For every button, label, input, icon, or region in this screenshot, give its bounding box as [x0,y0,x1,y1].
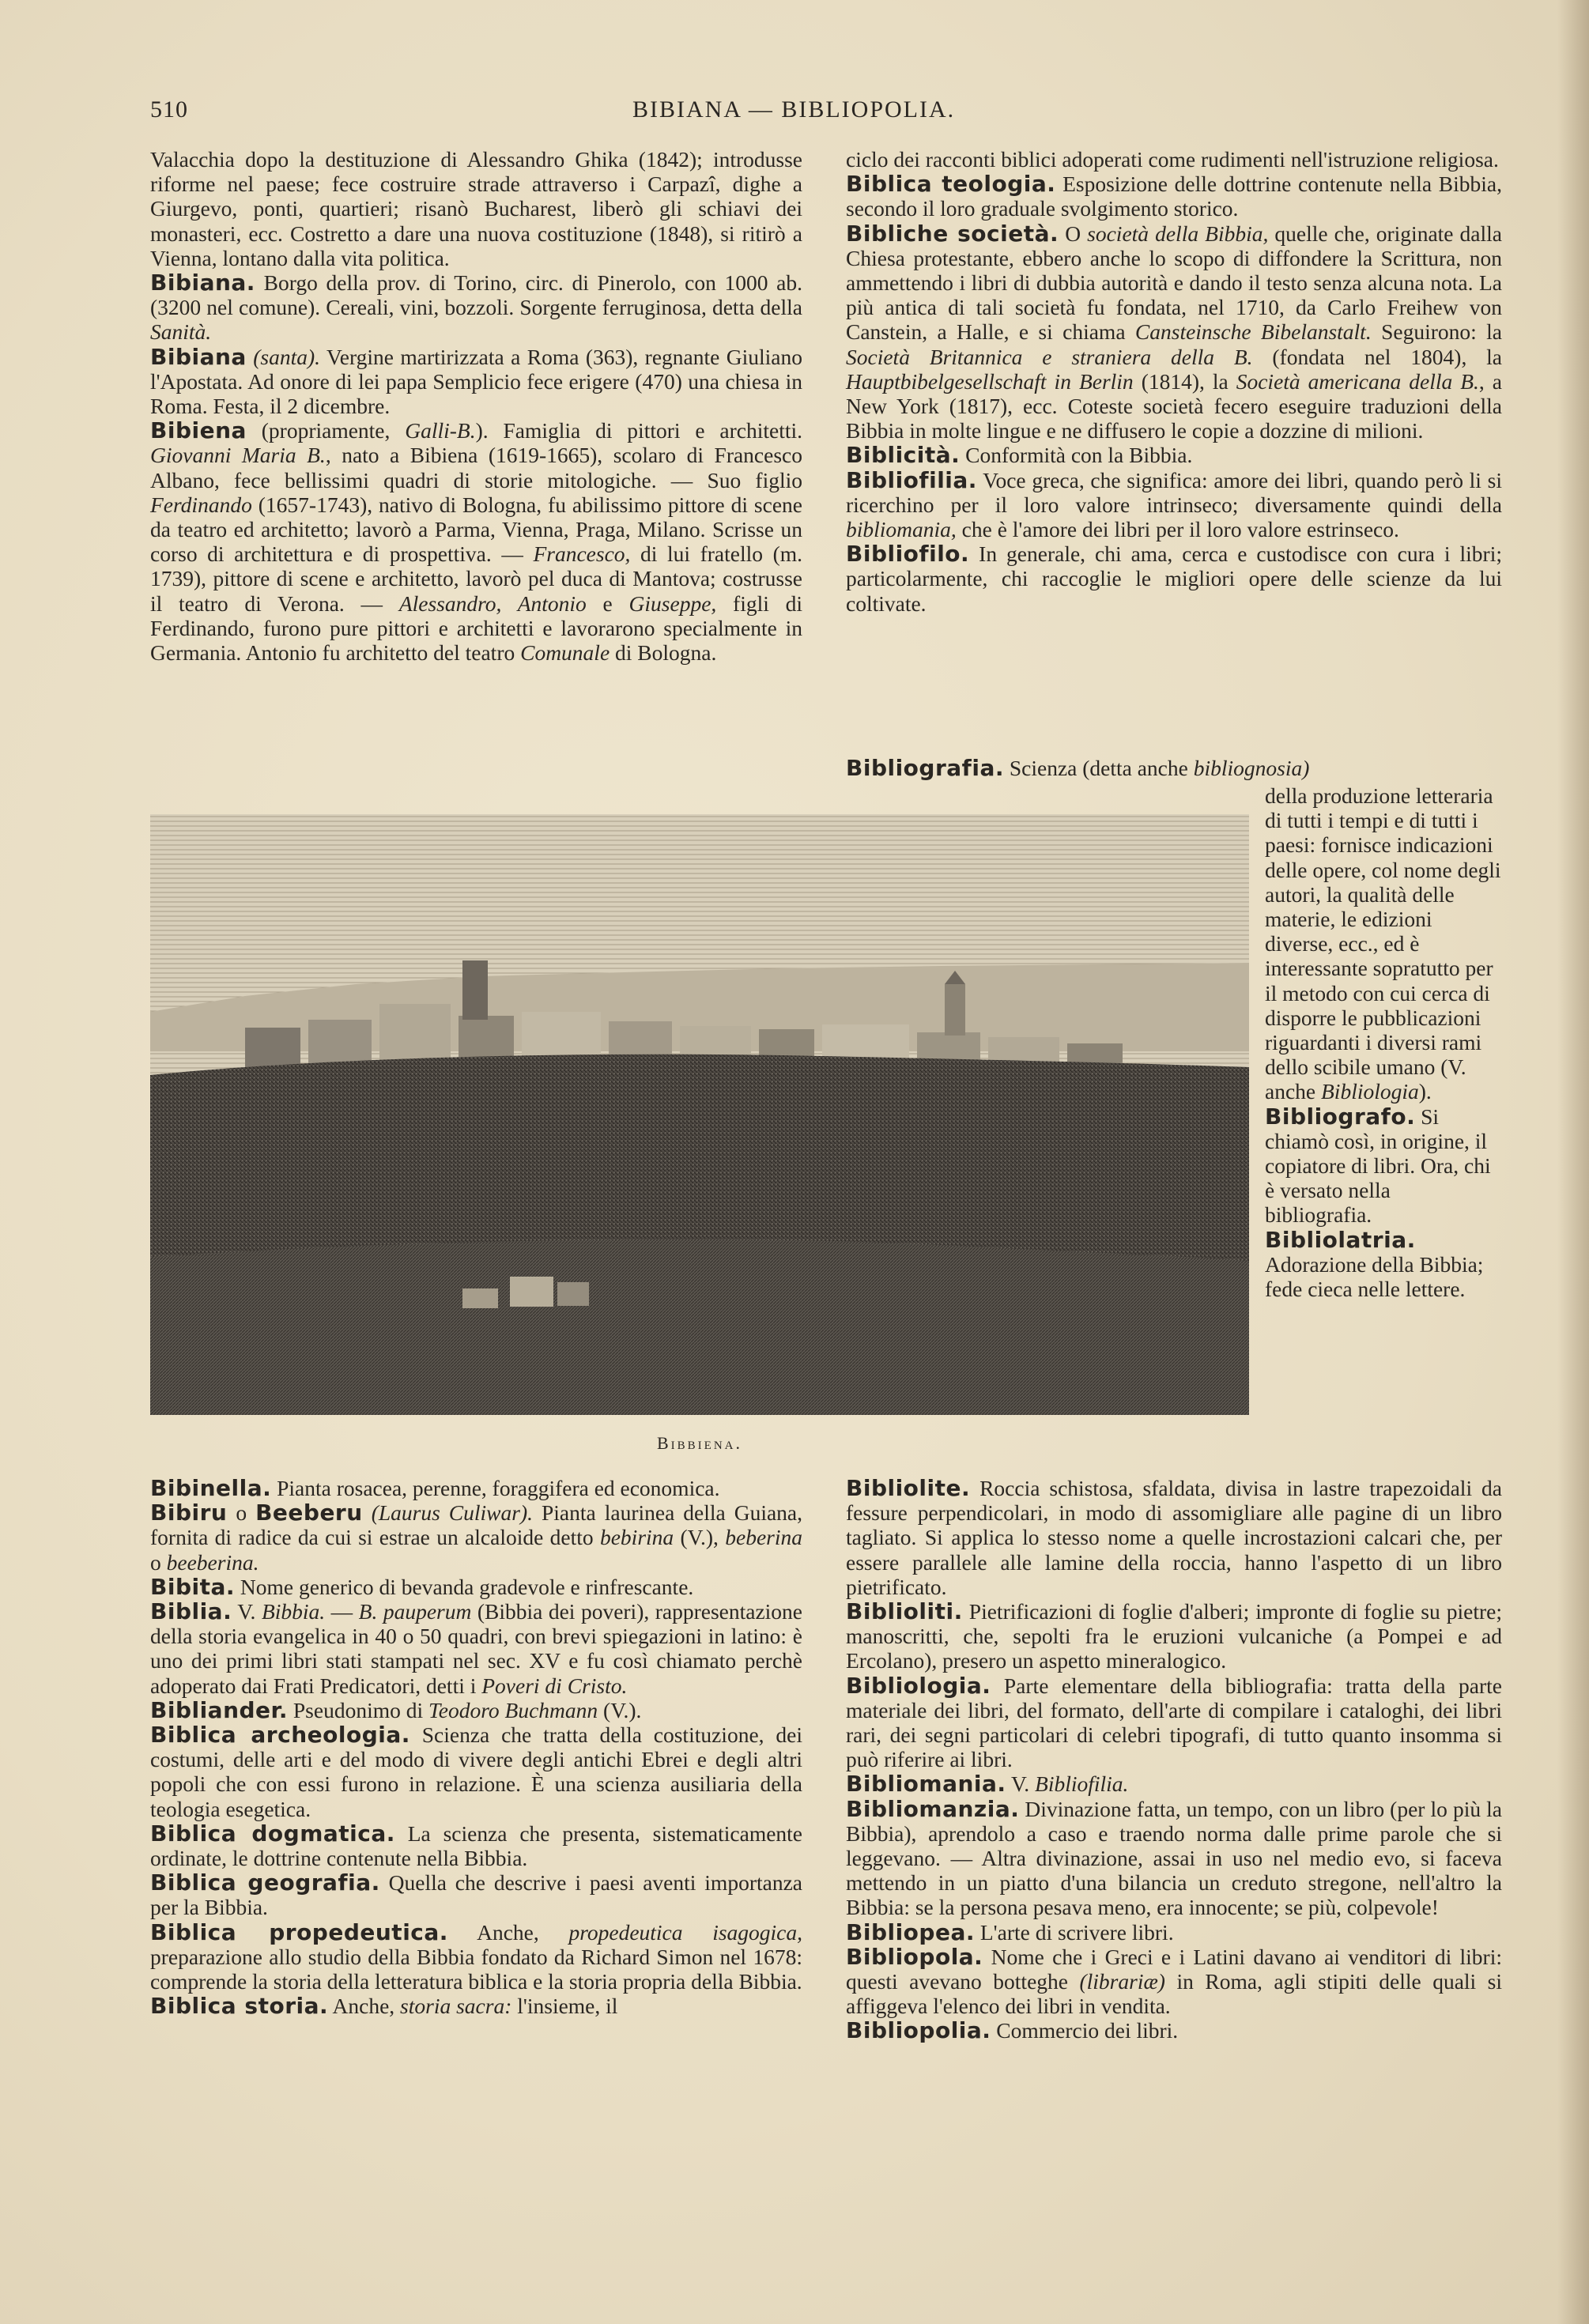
headword: Biblioliti. [846,1598,963,1625]
entry-text: Scienza (detta anche [1009,756,1188,780]
entry-text: in Roma, agli stipiti delle quali si affiggeva l'elenco dei libri in vendita. [846,1969,1503,2019]
entry-italic: bebirina [599,1525,674,1550]
entry-text: Adorazione della Bibbia; fede cieca nelle lettere. [1265,1251,1484,1302]
entry-bibliopolia [846,2018,1502,2043]
entry-text: (1657-1743), nativo di Bologna, fu abilissimo pittore di scene da teatro ed architetto; lavorò a Parma, Vienna, Praga, Milano. Scrisse un corso di architettura e di prospettiva. — [150,492,802,567]
headword: Bibliander. [150,1696,288,1723]
entry-text: Si chiamò così, in origine, il copiatore di libri. Ora, chi è versato nella bibliografia. [1265,1104,1491,1228]
entry-italic: Bibbia. [261,1599,326,1624]
entry-bibliche-societa [846,221,1502,443]
headword: Bibiru [150,1500,228,1526]
entry-bibiana [150,270,802,345]
headword: Biblica propedeutica. [150,1918,448,1945]
entry-bibliomanzia [846,1797,1502,1920]
headword: Bibliolite. [846,1475,971,1501]
entry-biblioliti [846,1599,1502,1673]
running-head: BIBIANA — BIBLIOPOLIA. [632,96,956,123]
headword: Biblica teologia. [846,171,1056,198]
entry-italic: Sanità. [150,319,212,345]
entry-text: Borgo della prov. di Torino, circ. di Pinerolo, con 1000 ab. (3200 nel comune). Cereali, vini, bozzoli. Sorgente ferruginosa, detta della [150,270,803,320]
entry-bibliopola [846,1945,1502,2019]
entry-biblica-teologia [846,172,1502,221]
entry-bibliografia-head [846,756,1502,780]
entry-text: Scienza che tratta della costituzione, dei costumi, delle arti e del modo di vivere degli antichi Ebrei e degli altri popoli che con essi furono in relazione. È una scienza ausiliaria della teologia esegetica. [150,1722,802,1821]
entry-biblica-geografia [150,1870,802,1919]
headword: Bibiana. [150,270,255,296]
entry-text: (propriamente, [261,418,391,443]
entry-text: Pianta laurinea della Guiana, fornita di radice da cui si estrae un alcaloide detto [150,1500,803,1550]
entry-text: ). Famiglia di pittori e architetti. [475,418,803,443]
engraving-tower-left [462,960,488,1020]
entry-italic: Francesco, [533,541,631,567]
entry-text: La scienza che presenta, sistematicamente ordinate, le dottrine contenute nella Bibbia. [150,1820,803,1871]
entry-biblica-archeologia [150,1722,802,1821]
entry-bibliomania [846,1771,1502,1796]
entry-text: Pianta rosacea, perenne, foraggifera ed economica. [277,1476,720,1500]
page-header [150,96,1494,136]
entry-italic: beberina [725,1525,803,1550]
entry-text: Voce greca, che significa: amore dei libri, quando però li si ricerchino per il loro valore intrinseco; diversamente quindi della [846,467,1502,517]
headword: Bibliomanzia. [846,1795,1020,1822]
headword: Bibliopolia. [846,2017,991,2044]
entry-italic: Poveri di Cristo. [481,1673,628,1698]
entry-continuation [150,147,802,270]
right-column-bottom [846,1476,1502,2043]
entry-italic: Bibliologia [1321,1079,1419,1104]
headword: Bibliofilia. [846,466,977,493]
entry-text: , a New York (1817), ecc. Coteste società fecero eseguire traduzioni della Bibbia in molte lingue e ne diffusero le copie a dozzine di milioni. [846,368,1502,443]
entry-text: (fondata nel 1804), la [1272,344,1503,369]
headword: Beeberu [255,1500,363,1526]
headword: Biblica archeologia. [150,1722,410,1749]
entry-text: che è l'amore dei libri per il loro valore estrinseco. [961,517,1399,542]
headword: Bibinella. [150,1475,272,1501]
entry-bibliolite [846,1476,1502,1599]
entry-text: Pseudonimo di [293,1697,424,1722]
entry-italic: Galli-B. [405,418,476,443]
entry-biblia [150,1599,802,1698]
entry-italic: Cansteinsche Bibelanstalt. [1134,319,1372,345]
entry-italic: propedeutica isagogica, [568,1919,803,1945]
entry-bibliofilo [846,541,1502,616]
entry-text: Divinazione fatta, un tempo, con un libro (per lo più la Bibbia), aprendolo a caso e traendo norma dalle prime parole che si leggevano. — Altra divinazione, assai in uso nel medio evo, si faceva mettendo in un piatto d'una bilancia un creduto stregone, nell'altro la Bibbia: se la persona pesava meno, era innocente; se più, colpevole! [846,1796,1503,1920]
headword: Biblica dogmatica. [150,1820,395,1847]
entry-text: In generale, chi ama, cerca e custodisce con cura i libri; particolarmente, chi raccoglie le migliori opere delle scienze da lui coltivate. [846,541,1502,616]
right-column-top [846,147,1502,616]
entry-text: L'arte di scrivere libri. [979,1919,1174,1945]
entry-text: della produzione letteraria di tutti i tempi e di tutti i paesi: fornisce indicazioni delle opere, col nome degli autori, la qualità delle materie, le edizioni diverse, ecc., ed è interessante sopratutto per il metodo con cui cerca di disporre le pubblicazioni riguardanti i diversi rami dello scibile umano (V. anche [1265,783,1501,1104]
entry-italic: Hauptbibelgesellschaft in Berlin [846,368,1134,394]
headword: Bibita. [150,1573,235,1600]
entry-italic: Società Britannica e straniera della B. [846,344,1253,369]
bibbiena-engraving [150,814,1249,1415]
entry-italic: B. pauperum [358,1599,472,1624]
entry-italic: Comunale [520,640,610,666]
entry-text: V. [237,1599,256,1624]
entry-continuation [846,147,1502,172]
entry-bibliopea [846,1920,1502,1945]
entry-text: (V.). [603,1697,642,1722]
entry-text: Valacchia dopo la destituzione di Alessandro Ghika (1842); introdusse riforme nel paese; fece costruire strade attraverso i Carpazî, dighe a Giurgevo, ponti, quartieri; risanò Bucharest, liberò gli schiavi dei monasteri, ecc. Costretto a dare una nuova costituzione (1848), si ritirò a Vienna, lontano dalla vita politica. [150,147,802,270]
entry-text: Conformità con la Bibbia. [965,443,1193,468]
engraving-tower-right [945,984,965,1036]
headword: Bibliomania. [846,1771,1006,1798]
entry-biblicita [846,443,1502,467]
entry-text: Anche, [477,1919,539,1945]
headword: Bibliopea. [846,1918,975,1945]
headword: Bibliopola. [846,1943,983,1970]
headword: Biblia. [150,1598,232,1625]
entry-biblica-propedeutica [150,1920,802,1994]
entry-bibita [150,1575,802,1599]
left-column-top [150,147,802,665]
entry-text: di lui fratello (m. 1739), pittore di scene e architetto, lavorò pel duca di Mantova; costrusse il teatro di Verona. — [150,541,803,616]
right-column-narrow [1265,783,1502,1301]
entry-text: quelle che, originate dalla Chiesa protestante, ebbero anche lo scopo di diffondere la Scrittura, non ammettendo i libri di dubbia autorità e dando il testo senza alcuna nota. La più antica di tali società fu fondata, nel 1710, da Carlo Freihew von Canstein, a Halle, e si chiama [846,221,1502,345]
entry-text: o [236,1500,247,1526]
entry-biblica-dogmatica [150,1821,802,1870]
entry-bibinella [150,1476,802,1500]
engraving-illustration [150,814,1249,1415]
entry-text: Parte elementare della bibliografia: tratta della parte materiale dei libri, del formato, dell'arte di compilare i cataloghi, dei libri rari, dei segni particolari di celebri tipografi, di tutto quanto insomma si può riferire ai libri. [846,1673,1502,1772]
headword: Bibliofilo. [846,541,970,568]
entry-text: Esposizione delle dottrine contenute nella Bibbia, secondo il loro graduale svolgimento storico. [846,172,1502,221]
headword: Bibliografia. [846,755,1004,781]
entry-bibiana-santa [150,345,802,419]
entry-italic: (santa). [253,344,321,369]
entry-bibliander [150,1698,802,1722]
entry-text: Pietrificazioni di foglie d'alberi; impronte di foglie su pietre; manoscritti, che, sepolti fra le eruzioni vulcaniche (a Pompei e ad Ercolano), presero un aspetto mineralogico. [846,1599,1502,1673]
entry-text: O [1065,221,1081,246]
entry-bibiena [150,418,802,665]
headword: Biblica geografia. [150,1869,380,1896]
entry-text: Roccia schistosa, sfaldata, divisa in lastre trapezoidali da fessure perpendicolari, in modo di assomigliare alle pagine di un libro tagliato. Si applica lo stesso nome a quelle incrostazioni calcari che, per essere parallele alle lamine della roccia, hanno l'aspetto di un libro pietrificato. [846,1476,1502,1599]
headword: Bibliolatria. [1265,1226,1416,1253]
left-column-bottom [150,1476,802,2018]
entry-text: Vergine martirizzata a Roma (363), regnante Giuliano l'Apostata. Ad onore di lei papa Semplicio fece erigere (470) una chiesa in Roma. Festa, il 2 dicembre. [150,344,802,419]
entry-italic: (librariæ) [1079,1969,1165,1994]
entry-text: , nato a Bibiena (1619-1665), scolaro di Francesco Albano, fece bellissimi quadri di storie mitologiche. — Suo figlio [150,443,802,492]
entry-text: Nome che i Greci e i Latini davano ai venditori di libri: questi avevano botteghe [846,1944,1502,1994]
headword: Bibliologia. [846,1672,991,1699]
entry-text: ). [1418,1079,1432,1104]
entry-text: di Bologna. [615,640,717,666]
entry-bibiru [150,1500,802,1575]
entry-italic: (Laurus Culiwar). [371,1500,533,1526]
entry-text: (Bibbia dei poveri), rappresentazione della storia evangelica in 40 o 50 quadri, con brevi spiegazioni in latino: è uno dei primi libri stati stampati nel sec. XV e fu così chiamato perchè adoperato dai Frati Predicatori, detti i [150,1599,803,1698]
entry-italic: storia sacra: [400,1994,512,2019]
entry-italic: Società americana della B. [1236,368,1479,394]
page-edge-shadow [1557,0,1589,2324]
entry-bibliofilia [846,468,1502,542]
entry-italic: Giuseppe, [628,590,717,616]
entry-biblica-storia [150,1994,802,2018]
entry-bibliografia-cont [1265,783,1502,1104]
headword: Biblicità. [846,442,961,469]
entry-italic: Ferdinando [150,492,252,517]
entry-text: l'insieme, il [517,1994,618,2019]
entry-bibliologia [846,1673,1502,1772]
entry-text: preparazione allo studio della Bibbia fondato da Richard Simon nel 1678: comprende la storia della letteratura biblica e la storia propria della Bibbia. [150,1944,802,1994]
entry-text: ciclo dei racconti biblici adoperati come rudimenti nell'istruzione religiosa. [846,147,1499,172]
headword: Bibliografo. [1265,1103,1416,1130]
entry-bibliolatria [1265,1228,1502,1302]
entry-italic: bibliognosia) [1193,756,1310,780]
entry-italic: società della Bibbia, [1087,221,1269,246]
headword: Biblica storia. [150,1993,329,2020]
entry-text: Anche, [332,1994,395,2019]
entry-text: Nome generico di bevanda gradevole e rinfrescante. [240,1574,694,1599]
entry-text: (1814), la [1141,368,1229,394]
entry-italic: Giovanni Maria B. [150,443,326,468]
entry-italic: beeberina. [166,1549,259,1575]
entry-text: figli di Ferdinando, furono pure pittori e architetti e lavorarono specialmente in Germania. Antonio fu architetto del teatro [150,590,803,666]
entry-text: Seguirono: la [1381,319,1502,345]
headword: Bibiana [150,343,247,370]
entry-text: — [330,1599,353,1624]
page-number: 510 [150,96,188,123]
entry-text: (V.), [680,1525,719,1550]
entry-italic: Bibliofilia. [1035,1771,1129,1797]
entry-italic: Teodoro Buchmann [428,1697,598,1722]
engraving-foreground [150,1239,1249,1415]
entry-text: V. [1010,1771,1030,1797]
figure-caption: Bibbiena. [656,1433,742,1453]
entry-text: e [602,590,613,616]
entry-text: Quella che descrive i paesi aventi importanza per la Bibbia. [150,1870,802,1920]
entry-italic: bibliomania, [846,517,957,542]
entry-bibliografo [1265,1104,1502,1228]
entry-italic: Alessandro, Antonio [398,590,587,616]
entry-text: o [150,1549,161,1575]
headword: Bibiena [150,417,247,444]
entry-text: Commercio dei libri. [996,2018,1179,2043]
headword: Bibliche società. [846,220,1059,247]
